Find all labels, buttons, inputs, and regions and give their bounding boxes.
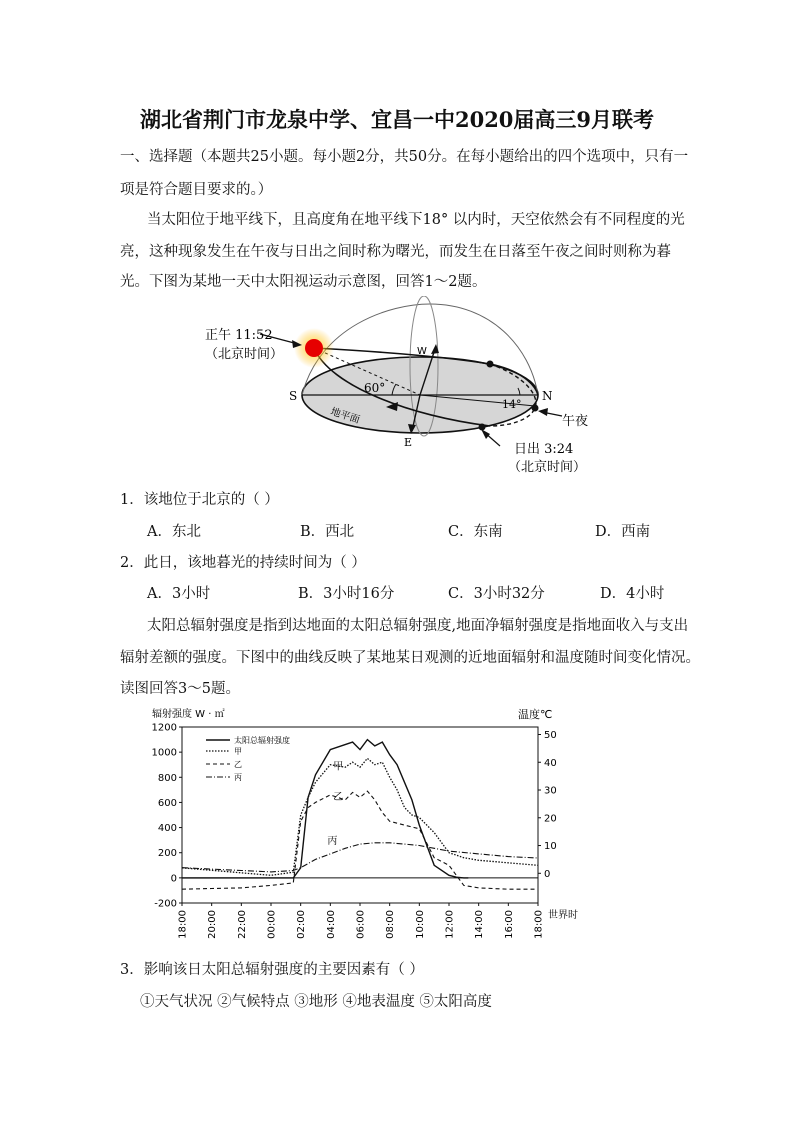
left-tick-label: -200 (154, 898, 177, 910)
left-tick-label: 600 (157, 797, 177, 809)
q1-stem: 1．该地位于北京的（ ） (120, 492, 279, 508)
left-tick-label: 800 (157, 772, 177, 784)
left-axis-title: 辐射强度 W · ㎡ (152, 709, 225, 720)
sunrise-sublabel: （北京时间） (508, 460, 587, 475)
right-tick-label: 50 (544, 729, 557, 741)
w-label: W (417, 346, 427, 357)
x-tick-label: 22:00 (236, 910, 248, 939)
x-tick-label: 20:00 (207, 910, 219, 939)
sunrise-pointer-head (481, 429, 490, 439)
right-tick-label: 40 (544, 757, 557, 769)
x-tick-label: 18:00 (533, 910, 545, 939)
sunrise-dot (479, 424, 486, 431)
series-line-yi (182, 791, 538, 889)
noon-sublabel: （北京时间） (205, 347, 284, 362)
midnight-dot (532, 405, 539, 412)
q2-stem: 2．此日，该地暮光的持续时间为（ ） (120, 555, 366, 571)
x-tick-label: 04:00 (325, 910, 337, 939)
midnight-pointer-head (538, 408, 548, 416)
legend-label-bing: 丙 (234, 773, 242, 782)
angle-14-label: 14° (502, 398, 522, 411)
x-tick-label: 18:00 (177, 910, 189, 939)
x-axis-title: 世界时 (548, 910, 578, 921)
series-label-jia: 甲 (333, 761, 344, 773)
passage1-line3: 光。下图为某地一天中太阳视运动示意图，回答1～2题。 (120, 274, 487, 290)
sun-path-diagram (190, 296, 610, 478)
x-tick-label: 14:00 (474, 910, 486, 939)
passage1-line1: 当太阳位于地平线下，且高度角在地平线下18° 以内时，天空依然会有不同程度的光 (147, 212, 685, 228)
legend-label-jia: 甲 (234, 747, 242, 756)
legend-label-total: 太阳总辐射强度 (234, 736, 290, 745)
sunset-dot (487, 361, 494, 368)
q2-option-c[interactable]: C．3小时32分 (448, 586, 545, 602)
x-tick-label: 12:00 (444, 910, 456, 939)
right-tick-label: 30 (544, 785, 557, 797)
q2-option-b[interactable]: B．3小时16分 (298, 586, 395, 602)
passage2-line3: 读图回答3～5题。 (120, 681, 240, 697)
angle-60-label: 60° (364, 381, 386, 395)
x-tick-label: 02:00 (296, 910, 308, 939)
left-tick-label: 400 (157, 823, 177, 835)
left-tick-label: 1200 (151, 722, 177, 734)
left-tick-label: 0 (170, 873, 177, 885)
n-label: N (542, 389, 553, 403)
sunrise-label: 日出 3:24 (514, 442, 574, 457)
series-label-yi: 乙 (333, 791, 344, 803)
q2-option-d[interactable]: D．4小时 (600, 586, 665, 602)
section-heading-line1: 一、选择题（本题共25小题。每小题2分，共50分。在每小题给出的四个选项中，只有一 (120, 149, 689, 165)
right-tick-label: 10 (544, 841, 557, 853)
series-label-bing: 丙 (327, 835, 338, 847)
x-tick-label: 08:00 (385, 910, 397, 939)
chart-plot-area (152, 723, 557, 939)
x-tick-label: 00:00 (266, 910, 278, 939)
left-tick-label: 1000 (151, 747, 177, 759)
q3-items: ①天气状况 ②气候特点 ③地形 ④地表温度 ⑤太阳高度 (140, 994, 492, 1010)
sun-icon (305, 339, 323, 357)
chart-legend (206, 735, 290, 782)
s-label: S (289, 389, 298, 403)
x-tick-label: 06:00 (355, 910, 367, 939)
midnight-label: 午夜 (562, 414, 589, 429)
series-line-bing (182, 843, 538, 872)
noon-label: 正午 11:52 (205, 328, 273, 343)
x-tick-label: 10:00 (414, 910, 426, 939)
radiation-temperature-chart (140, 700, 590, 948)
ground-label: 地平面 (329, 406, 362, 427)
q1-option-a[interactable]: A．东北 (147, 524, 201, 540)
q3-stem: 3．影响该日太阳总辐射强度的主要因素有（ ） (120, 962, 424, 978)
x-tick-label: 16:00 (503, 910, 515, 939)
q1-option-d[interactable]: D．西南 (595, 524, 651, 540)
right-tick-label: 0 (544, 868, 551, 880)
section-heading-line2: 项是符合题目要求的。） (120, 182, 273, 198)
series-line-total (182, 740, 468, 878)
passage2-line2: 辐射差额的强度。下图中的曲线反映了某地某日观测的近地面辐射和温度随时间变化情况。 (120, 650, 700, 666)
left-tick-label: 200 (157, 848, 177, 860)
q1-option-b[interactable]: B．西北 (300, 524, 355, 540)
passage2-line1: 太阳总辐射强度是指到达地面的太阳总辐射强度,地面净辐射强度是指地面收入与支出 (147, 618, 689, 634)
legend-label-yi: 乙 (234, 760, 242, 769)
right-axis-title: 温度℃ (518, 708, 553, 721)
e-label: E (404, 436, 413, 449)
q2-option-a[interactable]: A．3小时 (147, 586, 211, 602)
right-tick-label: 20 (544, 813, 557, 825)
passage1-line2: 亮，这种现象发生在午夜与日出之间时称为曙光，而发生在日落至午夜之间时则称为暮 (120, 244, 671, 260)
page-title: 湖北省荆门市龙泉中学、宜昌一中2020届高三9月联考 (139, 107, 655, 132)
q1-option-c[interactable]: C．东南 (448, 524, 503, 540)
